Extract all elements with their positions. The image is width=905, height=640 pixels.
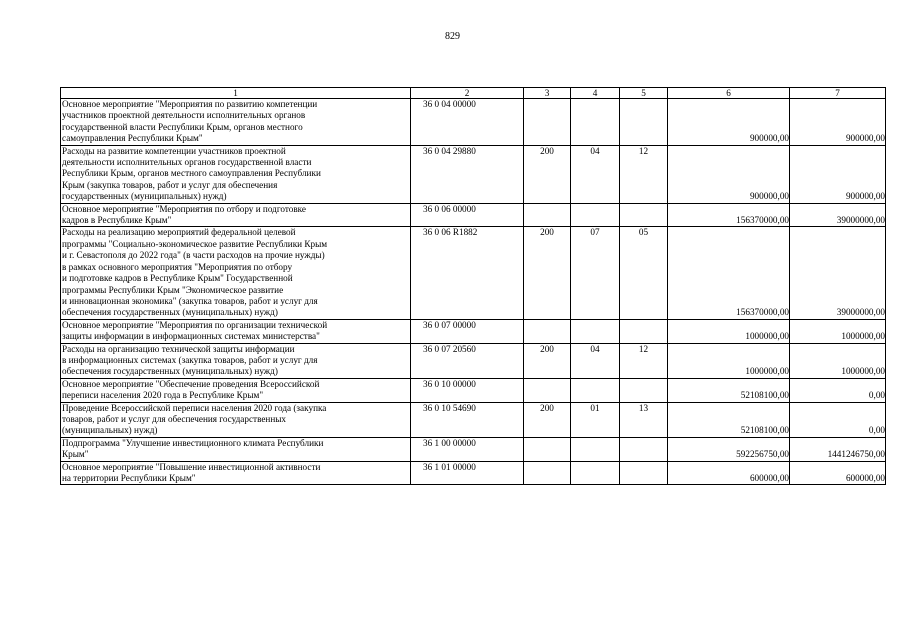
row-code: 36 0 07 20560 (411, 343, 524, 378)
column-header-4: 4 (571, 88, 620, 99)
column-header-1: 1 (61, 88, 411, 99)
row-col4 (571, 319, 620, 343)
row-col3 (524, 99, 571, 146)
row-description (61, 343, 411, 378)
column-header-2: 2 (411, 88, 524, 99)
table-row (61, 402, 886, 437)
description-line: программы "Социально-экономическое развитие Республики Крым (62, 238, 328, 249)
row-code: 36 0 10 00000 (411, 378, 524, 402)
budget-table (60, 87, 886, 485)
row-col3 (524, 461, 571, 485)
table-row (61, 461, 886, 485)
row-description (61, 99, 411, 146)
row-col5 (620, 378, 668, 402)
row-value-6: 592256750,00 (668, 437, 790, 461)
description-line: Основное мероприятие "Обеспечение проведения Всероссийской (62, 378, 320, 389)
row-description (61, 437, 411, 461)
row-code: 36 0 10 54690 (411, 402, 524, 437)
column-header-6: 6 (668, 88, 790, 99)
row-col5 (620, 99, 668, 146)
row-col4: 07 (571, 227, 620, 319)
description-line: программы Республики Крым "Экономическое развитие (62, 284, 284, 295)
row-col5 (620, 437, 668, 461)
row-value-7: 0,00 (790, 402, 886, 437)
description-line: обеспечения государственных (муниципальных) нужд) (62, 366, 278, 377)
table-row (61, 437, 886, 461)
row-col4 (571, 203, 620, 227)
row-description (61, 378, 411, 402)
description-line: обеспечения государственных (муниципальных) нужд) (62, 307, 278, 318)
row-value-7: 900000,00 (790, 99, 886, 146)
row-value-7: 1000000,00 (790, 319, 886, 343)
row-code: 36 1 00 00000 (411, 437, 524, 461)
row-col5: 05 (620, 227, 668, 319)
description-line: Крым (закупка товаров, работ и услуг для обеспечения (62, 179, 278, 190)
row-value-6: 1000000,00 (668, 343, 790, 378)
row-code: 36 0 06 00000 (411, 203, 524, 227)
description-line: самоуправления Республики Крым" (62, 133, 203, 144)
row-value-7: 1000000,00 (790, 343, 886, 378)
table-row (61, 99, 886, 146)
row-code: 36 0 07 00000 (411, 319, 524, 343)
row-code: 36 0 04 00000 (411, 99, 524, 146)
description-line: переписи населения 2020 года в Республике Крым" (62, 390, 264, 401)
description-line: на территории Республики Крым" (62, 473, 196, 483)
description-line: Расходы на реализацию мероприятий федеральной целевой (62, 227, 296, 238)
row-col3: 200 (524, 343, 571, 378)
row-value-7: 900000,00 (790, 145, 886, 203)
row-description (61, 319, 411, 343)
table-row (61, 203, 886, 227)
description-line: деятельности исполнительных органов государственной власти (62, 157, 312, 168)
description-line: Расходы на организацию технической защиты информации (62, 343, 295, 354)
row-col4: 01 (571, 402, 620, 437)
row-code: 36 0 04 29880 (411, 145, 524, 203)
description-line: Республики Крым, органов местного самоуправления Республики (62, 168, 321, 179)
description-line: защиты информации в информационных системах министерства" (62, 331, 320, 342)
column-header-3: 3 (524, 88, 571, 99)
row-description (61, 227, 411, 319)
table-row (61, 227, 886, 319)
description-line: кадров в Республике Крым" (62, 215, 172, 226)
table-row (61, 319, 886, 343)
description-line: Крым" (62, 449, 89, 460)
table-row (61, 343, 886, 378)
row-value-7: 39000000,00 (790, 227, 886, 319)
description-line: Основное мероприятие "Мероприятия по развитию компетенции (62, 99, 318, 109)
description-line: участников проектной деятельности исполнительных органов (62, 110, 306, 121)
description-line: государственной власти Республики Крым, органов местного (62, 121, 303, 132)
description-line: в рамках основного мероприятия "Мероприятия по отбору (62, 261, 293, 272)
row-value-6: 1000000,00 (668, 319, 790, 343)
row-col5 (620, 203, 668, 227)
row-value-7: 39000000,00 (790, 203, 886, 227)
description-line: в информационных системах (закупка товаров, работ и услуг для (62, 354, 318, 365)
table-row (61, 378, 886, 402)
description-line: (муниципальных) нужд) (62, 425, 158, 436)
row-col5: 13 (620, 402, 668, 437)
row-col5 (620, 319, 668, 343)
row-col3 (524, 203, 571, 227)
column-header-7: 7 (790, 88, 886, 99)
table-row (61, 145, 886, 203)
row-description (61, 145, 411, 203)
row-col3 (524, 319, 571, 343)
row-value-6: 600000,00 (668, 461, 790, 485)
row-code: 36 1 01 00000 (411, 461, 524, 485)
row-value-7: 0,00 (790, 378, 886, 402)
description-line: Основное мероприятие "Повышение инвестиционной активности (62, 461, 321, 472)
description-line: и г. Севастополя до 2022 года" (в части расходов на прочие нужды) (62, 250, 325, 261)
row-col3: 200 (524, 145, 571, 203)
row-col5: 12 (620, 343, 668, 378)
description-line: Проведение Всероссийской переписи населения 2020 года (закупка (62, 402, 327, 413)
column-header-5: 5 (620, 88, 668, 99)
row-col3: 200 (524, 402, 571, 437)
row-value-6: 900000,00 (668, 99, 790, 146)
page-number: 829 (445, 31, 460, 42)
description-line: и подготовке кадров в Республике Крым" Государственной (62, 273, 293, 284)
row-value-6: 156370000,00 (668, 227, 790, 319)
description-line: Подпрограмма "Улучшение инвестиционного климата Республики (62, 437, 324, 448)
row-col3 (524, 437, 571, 461)
row-value-7: 600000,00 (790, 461, 886, 485)
row-value-6: 52108100,00 (668, 378, 790, 402)
row-col5: 12 (620, 145, 668, 203)
row-description (61, 203, 411, 227)
row-value-7: 1441246750,00 (790, 437, 886, 461)
row-col4 (571, 378, 620, 402)
description-line: и инновационная экономика" (закупка товаров, работ и услуг для (62, 295, 318, 306)
row-value-6: 156370000,00 (668, 203, 790, 227)
row-description (61, 461, 411, 485)
row-col4 (571, 99, 620, 146)
description-line: государственных (муниципальных) нужд) (62, 191, 227, 202)
row-col4: 04 (571, 145, 620, 203)
description-line: Основное мероприятие "Мероприятия по отбору и подготовке (62, 203, 306, 214)
row-col4: 04 (571, 343, 620, 378)
row-col4 (571, 437, 620, 461)
row-description (61, 402, 411, 437)
description-line: товаров, работ и услуг для обеспечения государственных (62, 413, 287, 424)
row-code: 36 0 06 R1882 (411, 227, 524, 319)
row-value-6: 900000,00 (668, 145, 790, 203)
row-col4 (571, 461, 620, 485)
table-header-row (61, 88, 886, 99)
description-line: Расходы на развитие компетенции участников проектной (62, 145, 286, 156)
row-col3: 200 (524, 227, 571, 319)
description-line: Основное мероприятие "Мероприятия по организации технической (62, 319, 328, 330)
row-col5 (620, 461, 668, 485)
row-col3 (524, 378, 571, 402)
row-value-6: 52108100,00 (668, 402, 790, 437)
